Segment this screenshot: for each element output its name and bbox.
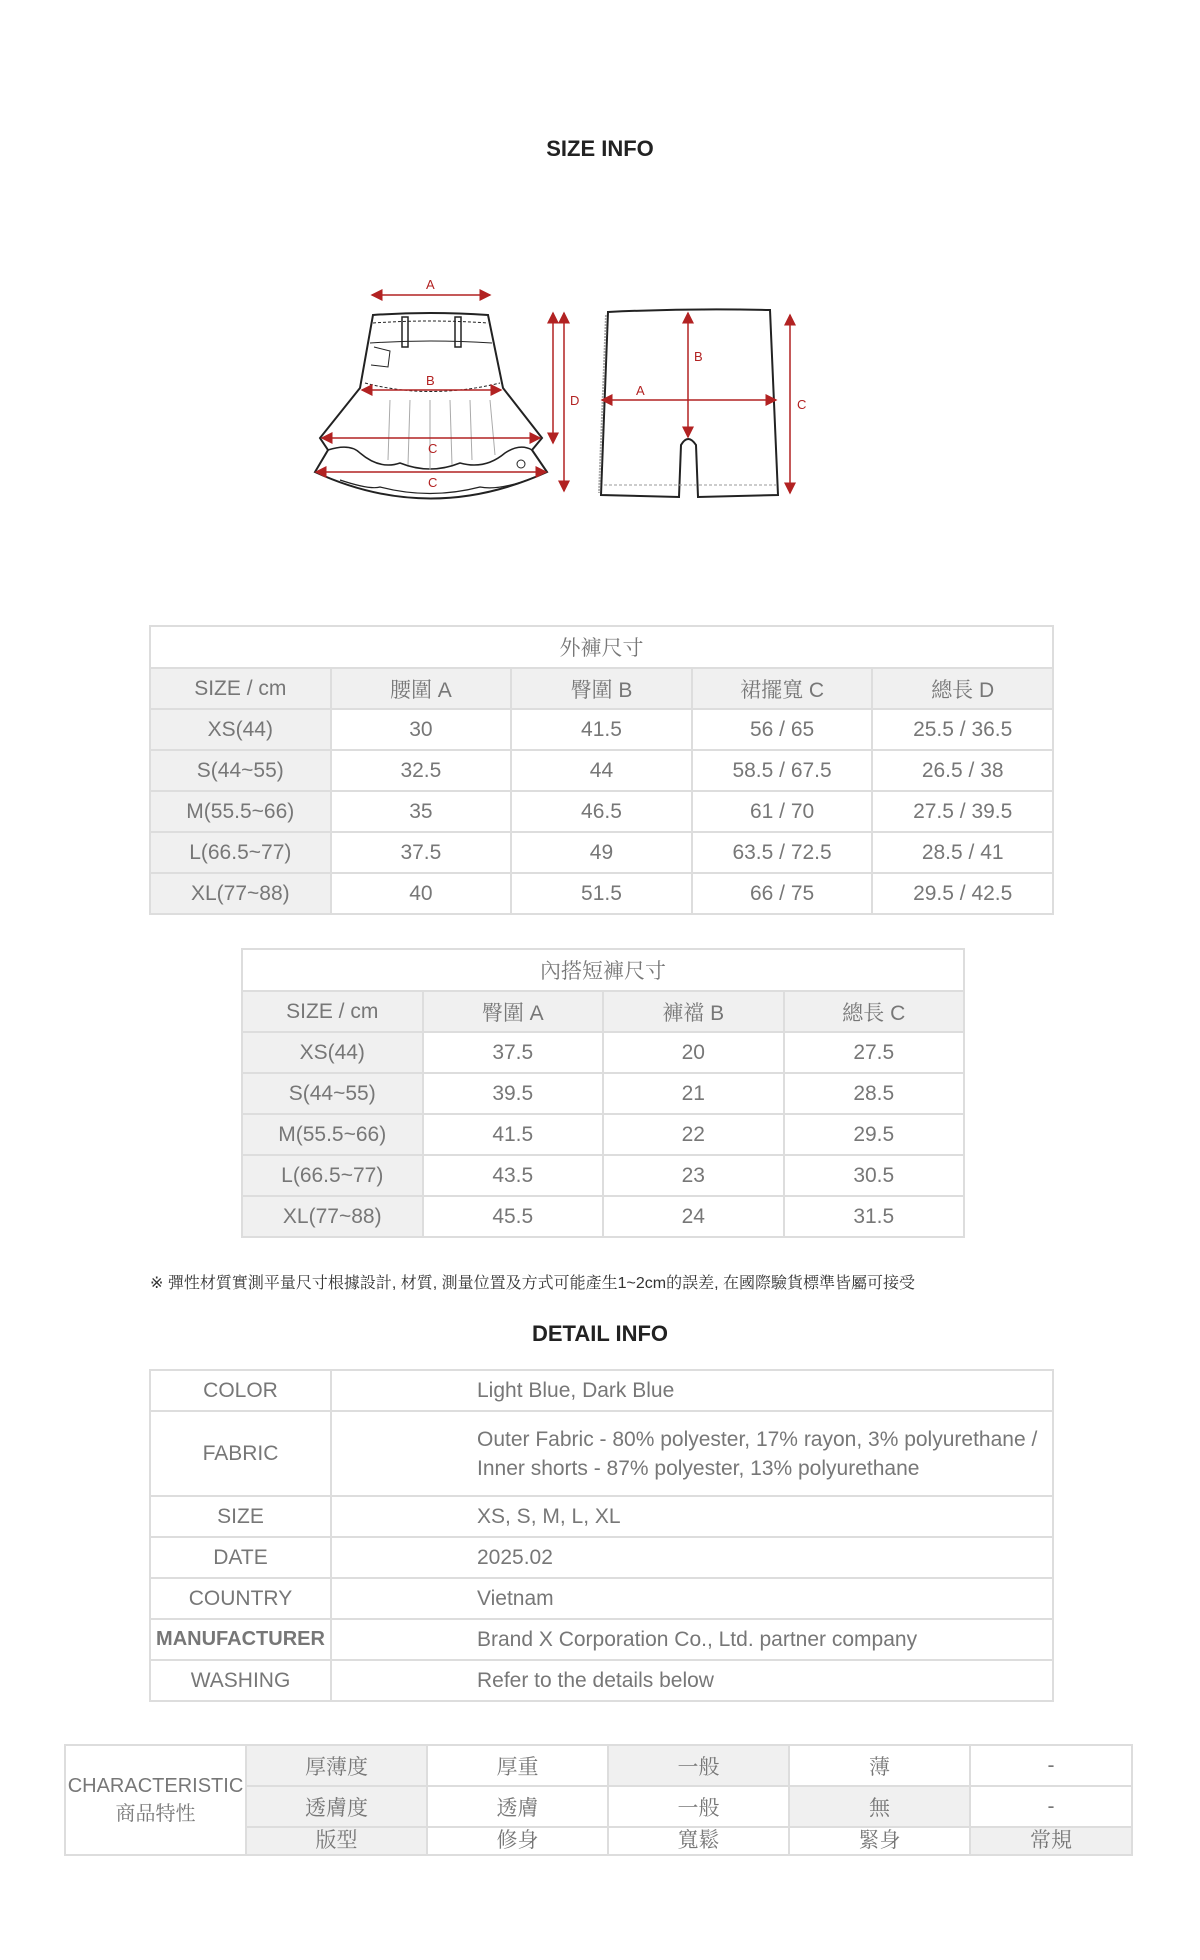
characteristic-option: 薄 xyxy=(789,1745,970,1786)
measurement-cell: 30 xyxy=(331,709,512,750)
characteristic-option-selected: 無 xyxy=(789,1786,970,1827)
measurement-cell: 39.5 xyxy=(423,1073,604,1114)
size-label-cell: S(44~55) xyxy=(150,750,331,791)
size-label-cell: XS(44) xyxy=(242,1032,423,1073)
measurement-cell: 37.5 xyxy=(423,1032,604,1073)
measurement-cell: 28.5 xyxy=(784,1073,965,1114)
measurement-cell: 37.5 xyxy=(331,832,512,873)
characteristic-option: 透膚 xyxy=(427,1786,608,1827)
detail-value: Vietnam xyxy=(331,1578,1053,1619)
header-cell: 臀圍 B xyxy=(511,668,692,709)
detail-row xyxy=(150,1537,1053,1578)
measurement-cell: 61 / 70 xyxy=(692,791,873,832)
detail-value: Brand X Corporation Co., Ltd. partner company xyxy=(331,1619,1053,1660)
header-cell: SIZE / cm xyxy=(150,668,331,709)
skirt-label-c-lower: C xyxy=(428,475,438,490)
characteristic-row xyxy=(65,1745,1132,1786)
measurement-cell: 40 xyxy=(331,873,512,914)
header-cell: 臀圍 A xyxy=(423,991,604,1032)
skirt-drawing xyxy=(315,313,547,499)
size-label-cell: S(44~55) xyxy=(242,1073,423,1114)
table-row xyxy=(242,1073,964,1114)
table-row xyxy=(242,1155,964,1196)
size-label-cell: XL(77~88) xyxy=(150,873,331,914)
size-label-cell: XS(44) xyxy=(150,709,331,750)
detail-row xyxy=(150,1496,1053,1537)
header-cell: 總長 D xyxy=(872,668,1053,709)
characteristic-label xyxy=(65,1745,246,1855)
measurement-cell: 27.5 xyxy=(784,1032,965,1073)
table-row xyxy=(150,709,1053,750)
outer-size-table xyxy=(149,625,1054,915)
header-cell: 總長 C xyxy=(784,991,965,1032)
characteristic-option: - xyxy=(970,1786,1132,1827)
header-cell: 腰圍 A xyxy=(331,668,512,709)
measurement-cell: 41.5 xyxy=(511,709,692,750)
detail-key: COUNTRY xyxy=(150,1578,331,1619)
characteristic-option-selected: 一般 xyxy=(608,1745,789,1786)
table-row xyxy=(150,791,1053,832)
detail-row xyxy=(150,1619,1053,1660)
characteristic-table xyxy=(64,1744,1133,1856)
table-row xyxy=(150,750,1053,791)
shorts-label-a: A xyxy=(636,383,645,398)
characteristic-name: 透膚度 xyxy=(246,1786,427,1827)
detail-row xyxy=(150,1578,1053,1619)
detail-row xyxy=(150,1370,1053,1411)
shorts-label-b: B xyxy=(694,349,703,364)
characteristic-name: 厚薄度 xyxy=(246,1745,427,1786)
detail-key: SIZE xyxy=(150,1496,331,1537)
table-row xyxy=(150,832,1053,873)
measurement-cell: 22 xyxy=(603,1114,784,1155)
detail-row xyxy=(150,1411,1053,1496)
measurement-cell: 26.5 / 38 xyxy=(872,750,1053,791)
characteristic-option: 寬鬆 xyxy=(608,1827,789,1855)
size-label-cell: XL(77~88) xyxy=(242,1196,423,1237)
detail-value: 2025.02 xyxy=(331,1537,1053,1578)
detail-key: COLOR xyxy=(150,1370,331,1411)
measurement-cell: 30.5 xyxy=(784,1155,965,1196)
characteristic-label-zh: 商品特性 xyxy=(115,1803,196,1825)
inner-shorts-size-table xyxy=(241,948,965,1238)
detail-value: XS, S, M, L, XL xyxy=(331,1496,1053,1537)
header-cell: 裙擺寬 C xyxy=(692,668,873,709)
detail-key: WASHING xyxy=(150,1660,331,1701)
header-cell: 褲襠 B xyxy=(603,991,784,1032)
detail-info-table xyxy=(149,1369,1054,1702)
measurement-cell: 23 xyxy=(603,1155,784,1196)
size-label-cell: M(55.5~66) xyxy=(242,1114,423,1155)
skirt-label-a: A xyxy=(426,277,435,292)
characteristic-option: 一般 xyxy=(608,1786,789,1827)
measurement-cell: 29.5 xyxy=(784,1114,965,1155)
detail-value: Outer Fabric - 80% polyester, 17% rayon, 3% polyurethane / Inner shorts - 87% polyester, 13% polyurethane xyxy=(331,1411,1053,1496)
measurement-cell: 44 xyxy=(511,750,692,791)
measurement-cell: 58.5 / 67.5 xyxy=(692,750,873,791)
measurement-cell: 21 xyxy=(603,1073,784,1114)
characteristic-name: 版型 xyxy=(246,1827,427,1855)
characteristic-label-en: CHARACTERISTIC xyxy=(67,1775,244,1797)
detail-info-title: DETAIL INFO xyxy=(531,1321,669,1346)
measurement-cell: 28.5 / 41 xyxy=(872,832,1053,873)
characteristic-option: 厚重 xyxy=(427,1745,608,1786)
table-row xyxy=(242,1196,964,1237)
measurement-cell: 29.5 / 42.5 xyxy=(872,873,1053,914)
detail-key: MANUFACTURER xyxy=(150,1619,331,1660)
measurement-cell: 49 xyxy=(511,832,692,873)
measurement-cell: 43.5 xyxy=(423,1155,604,1196)
table-header-row xyxy=(242,991,964,1032)
measurement-cell: 27.5 / 39.5 xyxy=(872,791,1053,832)
measurement-cell: 32.5 xyxy=(331,750,512,791)
detail-value: Light Blue, Dark Blue xyxy=(331,1370,1053,1411)
measurement-cell: 31.5 xyxy=(784,1196,965,1237)
table-row xyxy=(242,1032,964,1073)
table-caption: 外褲尺寸 xyxy=(150,626,1053,668)
detail-key: FABRIC xyxy=(150,1411,331,1496)
measurement-cell: 20 xyxy=(603,1032,784,1073)
size-info-title: SIZE INFO xyxy=(546,136,654,161)
skirt-label-c-upper: C xyxy=(428,441,438,456)
table-row xyxy=(150,873,1053,914)
characteristic-option: 緊身 xyxy=(789,1827,970,1855)
characteristic-option-selected: 常規 xyxy=(970,1827,1132,1855)
characteristic-option: - xyxy=(970,1745,1132,1786)
characteristic-option: 修身 xyxy=(427,1827,608,1855)
measurement-cell: 56 / 65 xyxy=(692,709,873,750)
table-header-row xyxy=(150,668,1053,709)
measurement-cell: 63.5 / 72.5 xyxy=(692,832,873,873)
measurement-note: ※ 彈性材質實測平量尺寸根據設計, 材質, 測量位置及方式可能產生1~2cm的誤差, 在國際驗貨標準皆屬可接受 xyxy=(150,1275,915,1292)
size-label-cell: M(55.5~66) xyxy=(150,791,331,832)
skirt-label-b: B xyxy=(426,373,435,388)
measurement-cell: 25.5 / 36.5 xyxy=(872,709,1053,750)
measurement-cell: 51.5 xyxy=(511,873,692,914)
measurement-cell: 35 xyxy=(331,791,512,832)
table-caption: 內搭短褲尺寸 xyxy=(242,949,964,991)
measurement-cell: 66 / 75 xyxy=(692,873,873,914)
shorts-label-c: C xyxy=(797,397,807,412)
size-label-cell: L(66.5~77) xyxy=(150,832,331,873)
size-diagram xyxy=(300,265,920,515)
detail-row xyxy=(150,1660,1053,1701)
measurement-cell: 45.5 xyxy=(423,1196,604,1237)
size-label-cell: L(66.5~77) xyxy=(242,1155,423,1196)
detail-key: DATE xyxy=(150,1537,331,1578)
measurement-cell: 41.5 xyxy=(423,1114,604,1155)
header-cell: SIZE / cm xyxy=(242,991,423,1032)
measurement-cell: 24 xyxy=(603,1196,784,1237)
skirt-label-d: D xyxy=(570,393,580,408)
table-row xyxy=(242,1114,964,1155)
measurement-cell: 46.5 xyxy=(511,791,692,832)
detail-value: Refer to the details below xyxy=(331,1660,1053,1701)
